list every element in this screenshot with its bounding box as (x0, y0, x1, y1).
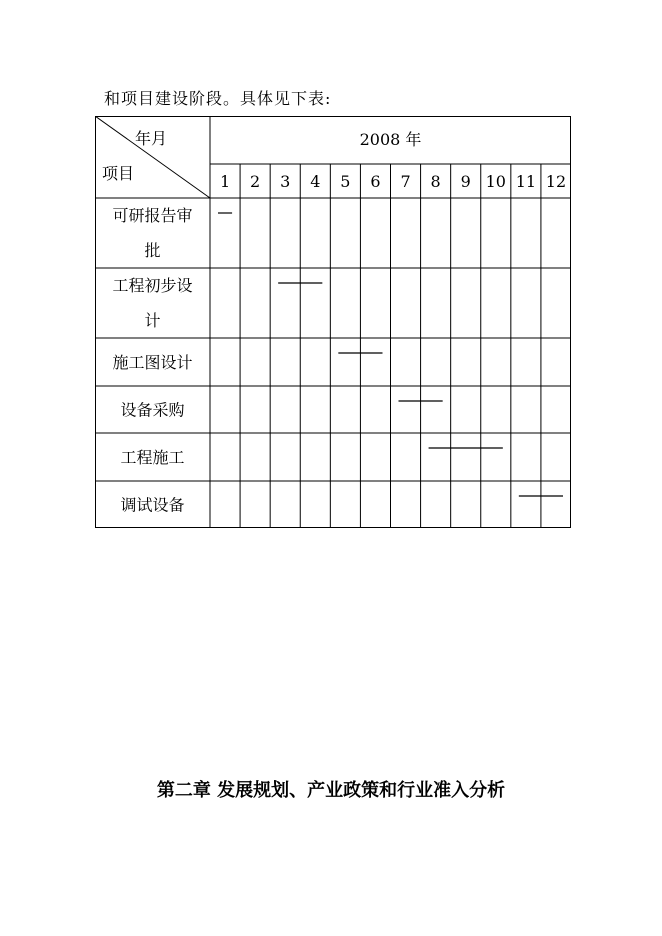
month-label: 3 (280, 172, 291, 191)
month-label: 2 (250, 172, 261, 191)
month-label: 10 (485, 172, 506, 191)
month-label: 8 (430, 172, 441, 191)
row-item-name-cont: 批 (144, 241, 161, 260)
chapter-title: 第二章 发展规划、产业政策和行业准入分析 (156, 780, 506, 801)
row-item-name: 工程初步设 (112, 276, 193, 295)
row-item-name: 调试设备 (120, 495, 185, 515)
month-label: 6 (370, 172, 381, 191)
header-year-month-label: 年月 (134, 129, 168, 148)
month-label: 4 (310, 172, 321, 191)
header-item-label: 项目 (101, 164, 135, 183)
month-label: 12 (545, 172, 567, 191)
month-label: 11 (515, 172, 537, 191)
month-label: 5 (340, 172, 351, 191)
row-item-name: 工程施工 (120, 448, 185, 467)
month-label: 7 (400, 172, 411, 191)
schedule-grid (95, 116, 571, 530)
intro-text: 和项目建设阶段。具体见下表: (104, 89, 332, 108)
month-label: 9 (460, 172, 471, 191)
row-item-name: 设备采购 (120, 400, 185, 420)
schedule-table (95, 116, 571, 530)
year-label: 2008 年 (359, 130, 422, 149)
row-item-name: 施工图设计 (112, 353, 193, 372)
row-item-name-cont: 计 (144, 311, 161, 330)
row-item-name: 可研报告审 (112, 206, 193, 225)
month-label: 1 (219, 172, 231, 191)
